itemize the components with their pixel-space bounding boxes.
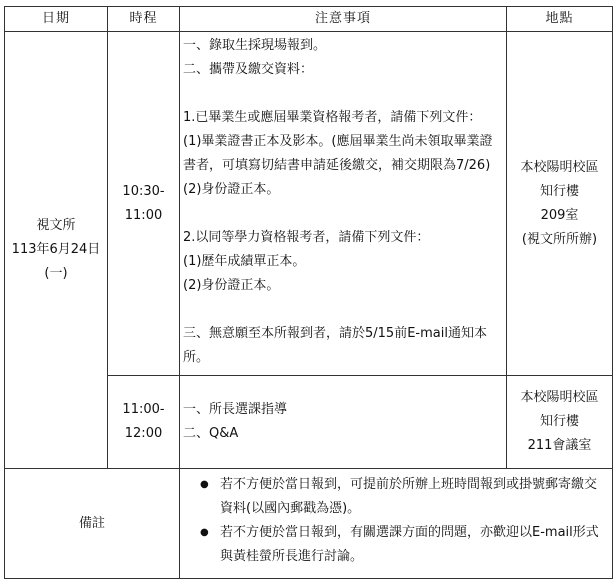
note-line: 一、錄取生採現場報到。: [183, 38, 327, 53]
note-spacer: [183, 82, 504, 106]
date-value: 113年6月24日: [11, 242, 101, 257]
remark-text: 若不方便於當日報到，有關選課方面的問題，亦歡迎以E-mail形式與黃桂螢所長進行討論。: [220, 525, 599, 564]
notes-cell: [180, 32, 507, 376]
bullet-icon: ●: [200, 527, 209, 538]
location-campus: 本校陽明校區: [520, 390, 599, 405]
date-weekday: (一): [44, 266, 68, 281]
table-row: [5, 32, 613, 376]
note-line: 三、無意願至本所報到者，請於5/15前E-mail通知本所。: [183, 326, 487, 365]
note-line: 二、Q&A: [183, 426, 239, 441]
registration-schedule-table: [4, 6, 613, 579]
date-cell: [5, 32, 108, 469]
table-header-row: [5, 7, 613, 32]
note-line: (1)畢業證書正本及影本。(應屆畢業生尚未領取畢業證書者，可填寫切結書申請延後繳交，補交期限為7/26): [183, 134, 493, 173]
header-notes: 注意事項: [180, 7, 507, 32]
remark-text: 若不方便於當日報到，可提前於所辦上班時間報到或掛號郵寄繳交資料(以國內郵戳為憑)。: [220, 477, 598, 516]
remarks-row: [5, 469, 613, 579]
note-line: (2)身份證正本。: [183, 278, 280, 293]
location-room: 209室: [540, 207, 579, 223]
time-end: 12:00: [124, 426, 163, 441]
location-cell: [507, 376, 613, 469]
location-cell: [507, 32, 613, 376]
note-line: (2)身份證正本。: [183, 182, 280, 197]
header-location: 地點: [507, 7, 613, 32]
location-building: 知行樓: [539, 183, 579, 199]
note-spacer: [183, 202, 504, 226]
note-line: 一、所長選課指導: [183, 402, 288, 417]
remarks-cell: [180, 469, 613, 579]
location-building: 知行樓: [539, 414, 579, 429]
time-cell: [108, 376, 180, 469]
notes-cell: [180, 376, 507, 469]
time-start: 10:30-: [122, 183, 165, 199]
time-start: 11:00-: [122, 402, 165, 417]
note-line: 二、攜帶及繳交資料：: [183, 62, 314, 77]
note-line: (1)歷年成績單正本。: [183, 254, 306, 269]
list-item: [200, 473, 604, 521]
time-cell: [108, 32, 180, 376]
header-date: 日期: [5, 7, 108, 32]
date-department: 視文所: [36, 218, 76, 233]
location-room: 211會議室: [527, 438, 592, 453]
time-end: 11:00: [124, 207, 163, 223]
bullet-icon: ●: [200, 479, 209, 490]
location-office: (視文所所辦): [521, 231, 598, 247]
note-spacer: [183, 298, 504, 322]
header-time: 時程: [108, 7, 180, 32]
note-line: 2.以同等學力資格報考者，請備下列文件：: [183, 230, 430, 245]
remarks-list: [200, 473, 604, 569]
remarks-label: 備註: [5, 469, 180, 579]
list-item: [200, 521, 604, 569]
location-campus: 本校陽明校區: [520, 159, 599, 175]
note-line: 1.已畢業生或應屆畢業資格報考者，請備下列文件：: [183, 110, 482, 125]
